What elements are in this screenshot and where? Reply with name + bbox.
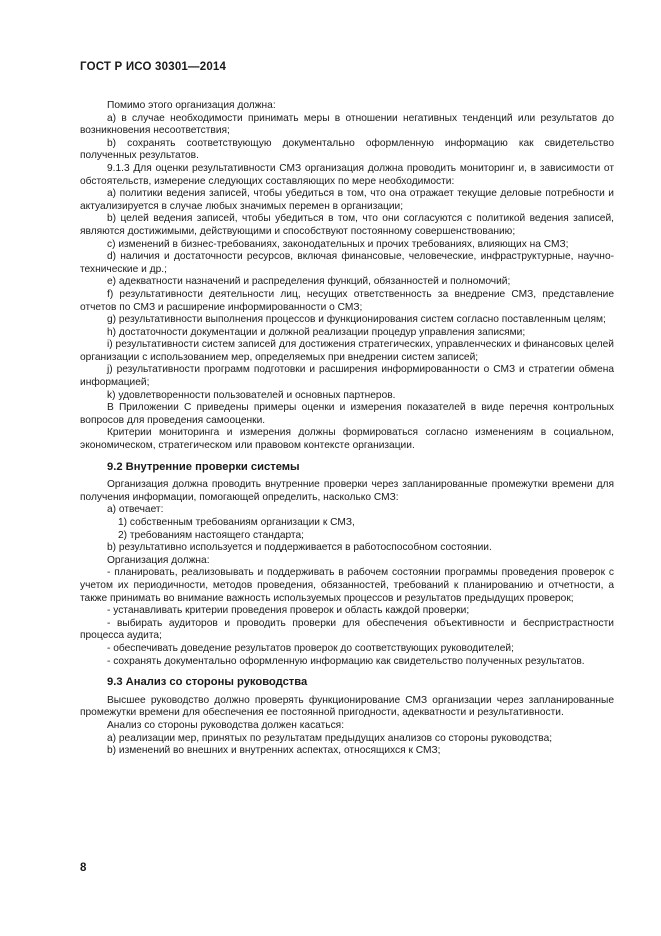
sub-list-item: 1) собственным требованиям организации к СМЗ, — [118, 517, 355, 528]
list-item: b) сохранять соответствующую документально оформленную информацию как свидетельство полученных результатов. — [80, 137, 614, 162]
list-item: f) результативности деятельности лиц, несущих ответственность за внедрение СМЗ, представление отчетов по СМЗ и расширение информированности о СМЗ; — [80, 288, 614, 313]
paragraph: Организация должна проводить внутренние проверки через запланированные промежутки времени для получения информации, помогающей определить, насколько СМЗ: — [80, 479, 614, 503]
sub-list-item: 2) требованиям настоящего стандарта; — [118, 529, 304, 541]
list-item: a) реализации мер, принятых по результатам предыдущих анализов со стороны руководства; — [107, 732, 553, 744]
page-number: 8 — [80, 862, 87, 874]
list-item: b) изменений во внешних и внутренних аспектах, относящихся к СМЗ; — [107, 745, 441, 757]
paragraph: Помимо этого организация должна: — [107, 100, 276, 111]
document-header: ГОСТ Р ИСО 30301—2014 — [80, 61, 227, 73]
list-item: d) наличия и достаточности ресурсов, включая финансовые, человеческие, инфраструктурные, научно-технические и др.; — [80, 251, 614, 275]
list-item: g) результативности выполнения процессов и функционирования систем согласно поставленным целям; — [107, 314, 606, 326]
paragraph: В Приложении С приведены примеры оценки и измерения показателей в виде перечня контрольных вопросов для проведения самооценки. — [80, 402, 614, 426]
page-content — [80, 100, 614, 758]
bullet-item: - обеспечивать доведение результатов проверок до соответствующих руководителей; — [107, 642, 514, 654]
paragraph: Организация должна: — [107, 554, 210, 566]
paragraph: Высшее руководство должно проверять функционирование СМЗ организации через запланированные промежутки времени для обеспечения ее постоянной пригодности, адекватности и результативности. — [80, 694, 614, 719]
paragraph: Анализ со стороны руководства должен касаться: — [107, 719, 345, 731]
bullet-item: - выбирать аудиторов и проводить проверки для обеспечения объективности и беспристрастности процесса аудита; — [80, 617, 614, 642]
list-item: a) отвечает: — [107, 504, 164, 516]
list-item: i) результативности систем записей для достижения стратегических, управленческих и финансовых целей организации с использованием мер, определяемых при внедрении систем записей; — [80, 339, 614, 363]
bullet-item: - планировать, реализовывать и поддерживать в рабочем состоянии программы проведения проверок с учетом их периодичности, методов проведения, обязанностей, требований к планированию и отчетности, а также принимать во внимание важность используемых процессов и результатов предыдущих проверок; — [80, 567, 614, 604]
list-item: b) результативно используется и поддерживается в работоспособном состоянии. — [107, 542, 492, 554]
bullet-item: - устанавливать критерии проведения проверок и область каждой проверки; — [107, 605, 470, 617]
list-item: j) результативности программ подготовки и расширения информированности о СМЗ и стратегии обмена информацией; — [80, 364, 614, 389]
list-item: a) в случае необходимости принимать меры в отношении негативных тенденций или результатов до возникновения несоответствия; — [80, 112, 614, 137]
list-item: h) достаточности документации и должной реализации процедур управления записями; — [107, 326, 526, 338]
section-heading: 9.3 Анализ со стороны руководства — [107, 676, 308, 689]
paragraph: Критерии мониторинга и измерения должны формироваться согласно изменениям в социальном, экономическом, стратегическом или правовом контексте организации. — [80, 427, 614, 452]
list-item: e) адекватности назначений и распределения функций, обязанностей и полномочий; — [107, 276, 511, 288]
list-item: c) изменений в бизнес-требованиях, законодательных и прочих требованиях, влияющих на СМЗ; — [107, 238, 569, 250]
bullet-item: - сохранять документально оформленную информацию как свидетельство полученных результатов. — [107, 655, 585, 667]
section-heading: 9.2 Внутренние проверки системы — [107, 460, 300, 473]
list-item: a) политики ведения записей, чтобы убедиться в том, что она отражает текущие деловые потребности и актуализируется в случае любых значимых перемен в организации; — [80, 188, 614, 212]
clause-9-1-3: 9.1.3 Для оценки результативности СМЗ организация должна проводить мониторинг и, в зависимости от обстоятельств, измерение следующих составляющих по мере необходимости: — [80, 162, 614, 187]
list-item: b) целей ведения записей, чтобы убедиться в том, что они согласуются с политикой ведения записей, являются достижимыми, действующими и способствуют постоянному совершенствованию; — [80, 213, 614, 237]
list-item: k) удовлетворенности пользователей и основных партнеров. — [107, 389, 396, 401]
